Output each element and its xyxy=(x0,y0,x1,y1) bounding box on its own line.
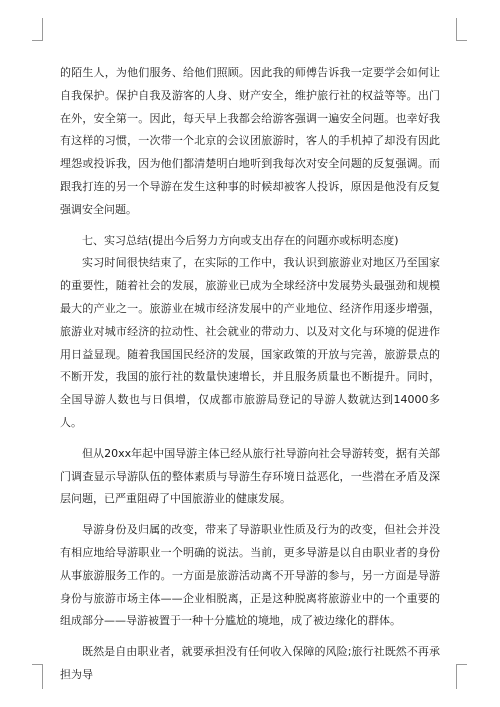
paragraph: 既然是自由职业者，就要承担没有任何收入保障的风险;旅行社既然不再承担为导 xyxy=(60,645,440,681)
crop-mark-bottom-left xyxy=(32,664,43,689)
crop-mark-top-right xyxy=(456,18,467,41)
paragraph-continuation: 的陌生人，为他们服务、给他们照顾。因此我的师傅告诉我一定要学会如何让自我保护。保护自我及游客的人身、财产安全，维护旅行社的权益等等。出门在外，安全第一。因此，每天早上我都会给游客强调一遍安全问题。也幸好我有这样的习惯，一次带一个北京的会议团旅游时，客人的手机掉了却没有因此埋怨或投诉我，因为他们都清楚明白地听到我每次对安全问题的反复强调。而跟我打连的另一个导游在发生这种事的时候却被客人投诉，原因是他没有反复强调安全问题。 xyxy=(60,66,440,216)
paragraph: 但从20xx年起中国导游主体已经从旅行社导游向社会导游转变，据有关部门调查显示导游队伍的整体素质与导游生存环境日益恶化，一些潜在矛盾及深层问题，已严重阻碍了中国旅游业的健康发展。 xyxy=(60,446,440,506)
paragraph: 导游身份及归属的改变，带来了导游职业性质及行为的改变，但社会并没有相应地给导游职业一个明确的说法。当前，更多导游是以自由职业者的身份从事旅游服务工作的。一方面是旅游活动离不开导游的参与，另一方面是导游身份与旅游市场主体——企业相脱离，正是这种脱离将旅游业中的一个重要的组成部分——导游被置于一种十分尴尬的境地，成了被边缘化的群体。 xyxy=(60,523,440,628)
paragraph: 实习时间很快结束了，在实际的工作中，我认识到旅游业对地区乃至国家的重要性，随着社会的发展，旅游业已成为全球经济中发展势头最强劲和规模最大的产业之一。旅游业在城市经济发展中的产业地位、经济作用逐步增强，旅游业对城市经济的拉动性、社会就业的带动力、以及对文化与环境的促进作用日益显现。随着我国国民经济的发展，国家政策的开放与完善，旅游景点的不断开发，我国的旅行社的数量快速增长，并且服务质量也不断提升。同时，全国导游人数也与日俱增，仅成都市旅游局登记的导游人数就达到14000多人。 xyxy=(60,256,440,429)
section-heading: 七、实习总结(提出今后努力方向或支出存在的问题亦或标明态度) xyxy=(82,233,399,247)
crop-mark-top-left xyxy=(32,18,43,41)
crop-mark-bottom-right xyxy=(456,664,467,689)
document-body xyxy=(60,62,440,687)
